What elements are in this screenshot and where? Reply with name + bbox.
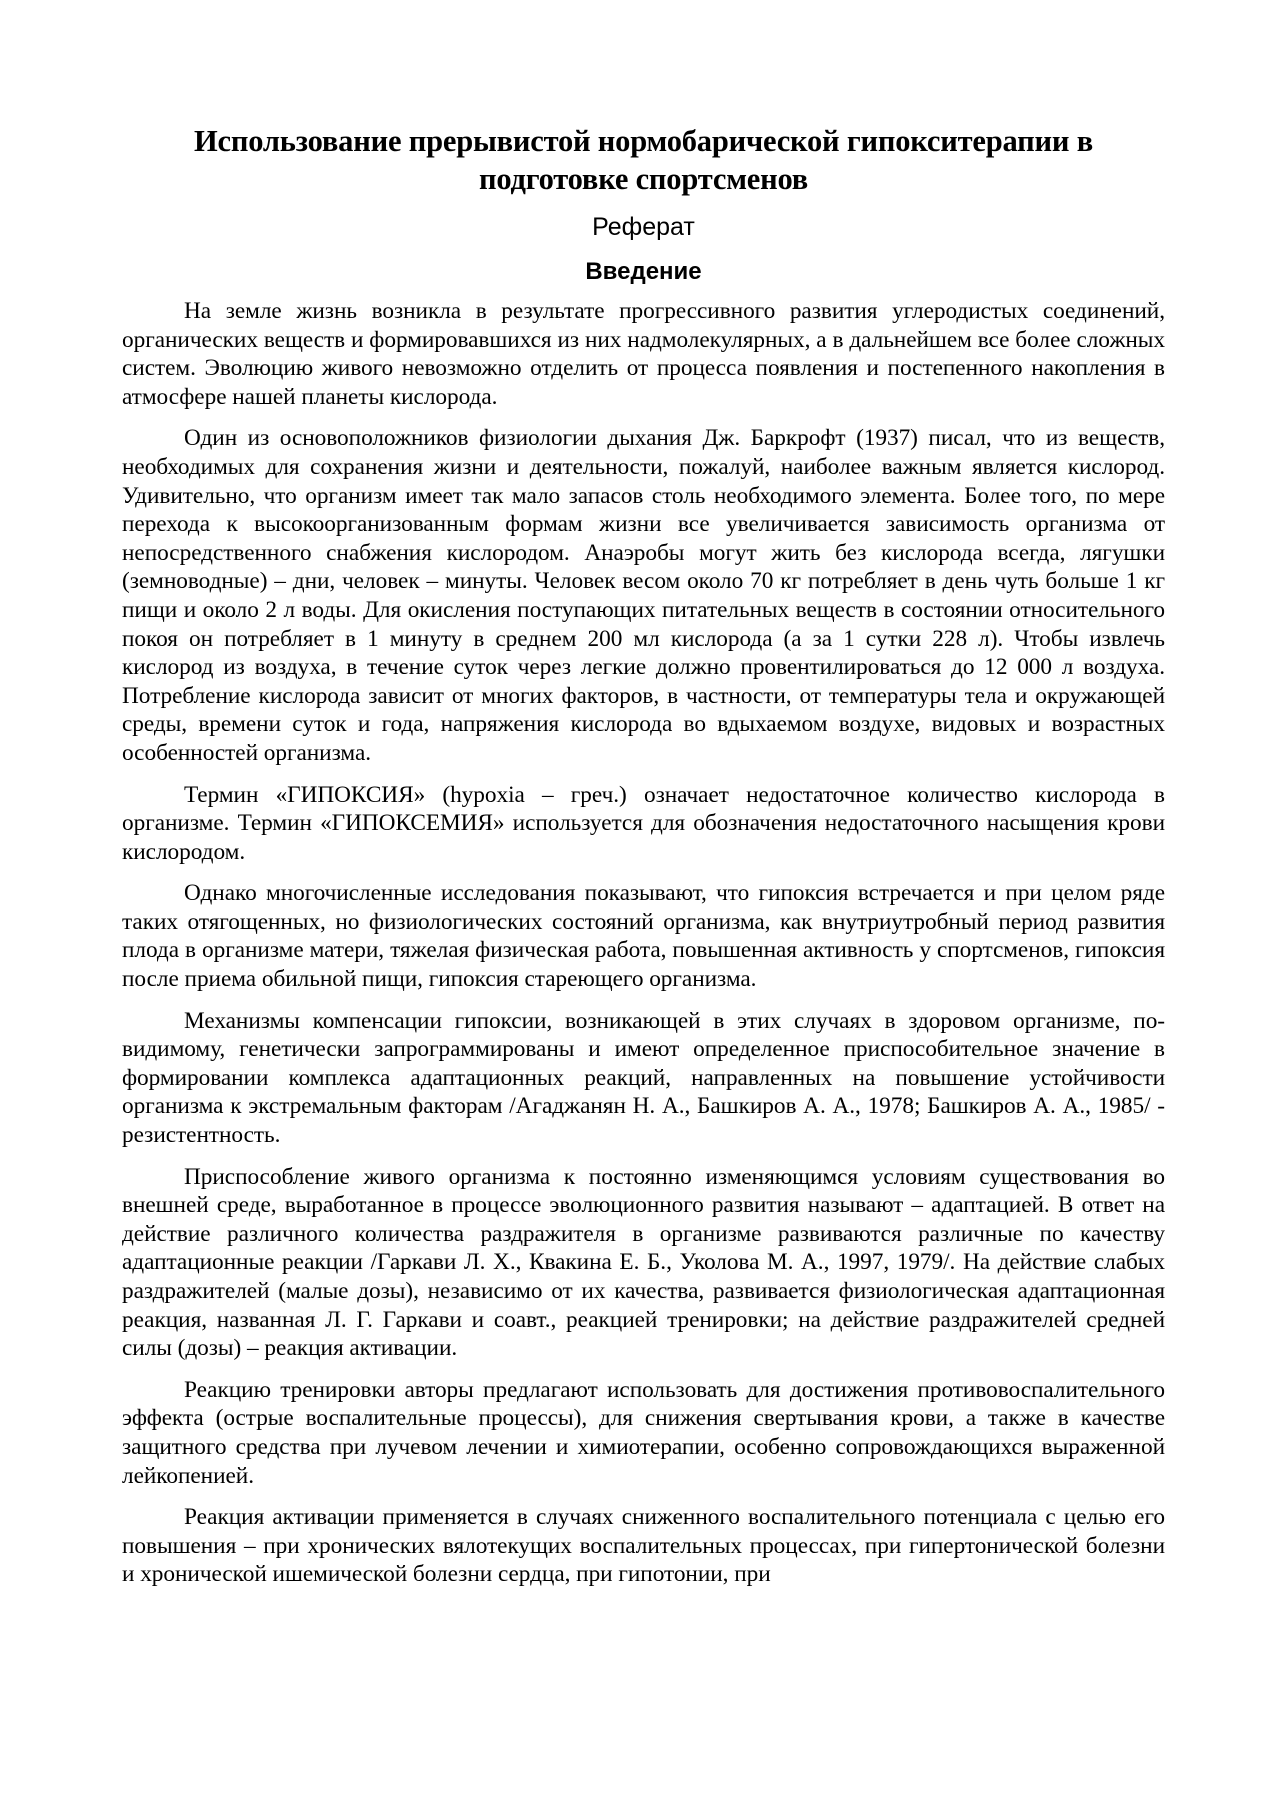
paragraph: Механизмы компенсации гипоксии, возникающей в этих случаях в здоровом организме, по-видимому, генетически запрограммированы и имеют определенное приспособительное значение в формировании комплекса адаптационных реакций, направленных на повышение устойчивости организма к экстремальным факторам /Агаджанян Н. А., Башкиров А. А., 1978; Башкиров А. А., 1985/ - резистентность.	[122, 1007, 1165, 1149]
section-heading: Введение	[585, 258, 702, 285]
paragraph: Приспособление живого организма к постоянно изменяющимся условиям существования во внешней среде, выработанное в процессе эволюционного развития называют – адаптацией. В ответ на действие различного количества раздражителя в организме развиваются различные по качеству адаптационные реакции /Гаркави Л. Х., Квакина Е. Б., Уколова М. А., 1997, 1979/. На действие слабых раздражителей (малые дозы), независимо от их качества, развивается физиологическая адаптационная реакция, названная Л. Г. Гаркави и соавт., реакцией тренировки; на действие раздражителей средней силы (дозы) – реакция активации.	[122, 1163, 1165, 1362]
paragraph: Однако многочисленные исследования показывают, что гипоксия встречается и при целом ряде таких отягощенных, но физиологических состояний организма, как внутриутробный период развития плода в организме матери, тяжелая физическая работа, повышенная активность у спортсменов, гипоксия после приема обильной пищи, гипоксия стареющего организма.	[122, 880, 1165, 993]
document-subtitle: Реферат	[592, 213, 695, 241]
document-title: Использование прерывистой нормобарической гипокситерапии в подготовке спортсменов	[194, 124, 1093, 196]
paragraph: На земле жизнь возникла в результате прогрессивного развития углеродистых соединений, органических веществ и формировавшихся из них надмолекулярных, а в дальнейшем все более сложных систем. Эволюцию живого невозможно отделить от процесса появления и постепенного накопления в атмосфере нашей планеты кислорода.	[122, 298, 1165, 410]
document-content	[122, 122, 1165, 1602]
paragraph: Один из основоположников физиологии дыхания Дж. Баркрофт (1937) писал, что из веществ, необходимых для сохранения жизни и деятельности, пожалуй, наиболее важным является кислород. Удивительно, что организм имеет так мало запасов столь необходимого элемента. Более того, по мере перехода к высокоорганизованным формам жизни все увеличивается зависимость организма от непосредственного снабжения кислородом. Анаэробы могут жить без кислорода всегда, лягушки (земноводные) – дни, человек – минуты. Человек весом около 70 кг потребляет в день чуть больше 1 кг пищи и около 2 л воды. Для окисления поступающих питательных веществ в состоянии относительного покоя он потребляет в 1 минуту в среднем 200 мл кислорода (а за 1 сутки 228 л). Чтобы извлечь кислород из воздуха, в течение суток через легкие должно провентилироваться до 12 000 л воздуха. Потребление кислорода зависит от многих факторов, в частности, от температуры тела и окружающей среды, времени суток и года, напряжения кислорода во вдыхаемом воздухе, видовых и возрастных особенностей организма.	[122, 425, 1165, 766]
paragraph: Термин «ГИПОКСИЯ» (hypoxia – греч.) означает недостаточное количество кислорода в организме. Термин «ГИПОКСЕМИЯ» используется для обозначения недостаточного насыщения крови кислородом.	[122, 781, 1165, 865]
paragraph: Реакцию тренировки авторы предлагают использовать для достижения противовоспалительного эффекта (острые воспалительные процессы), для снижения свертывания крови, а также в качестве защитного средства при лучевом лечении и химиотерапии, особенно сопровождающихся выраженной лейкопенией.	[122, 1376, 1165, 1489]
paragraph: Реакция активации применяется в случаях сниженного воспалительного потенциала с целью его повышения – при хронических вялотекущих воспалительных процессах, при гипертонической болезни и хронической ишемической болезни сердца, при гипотонии, при	[122, 1504, 1165, 1588]
